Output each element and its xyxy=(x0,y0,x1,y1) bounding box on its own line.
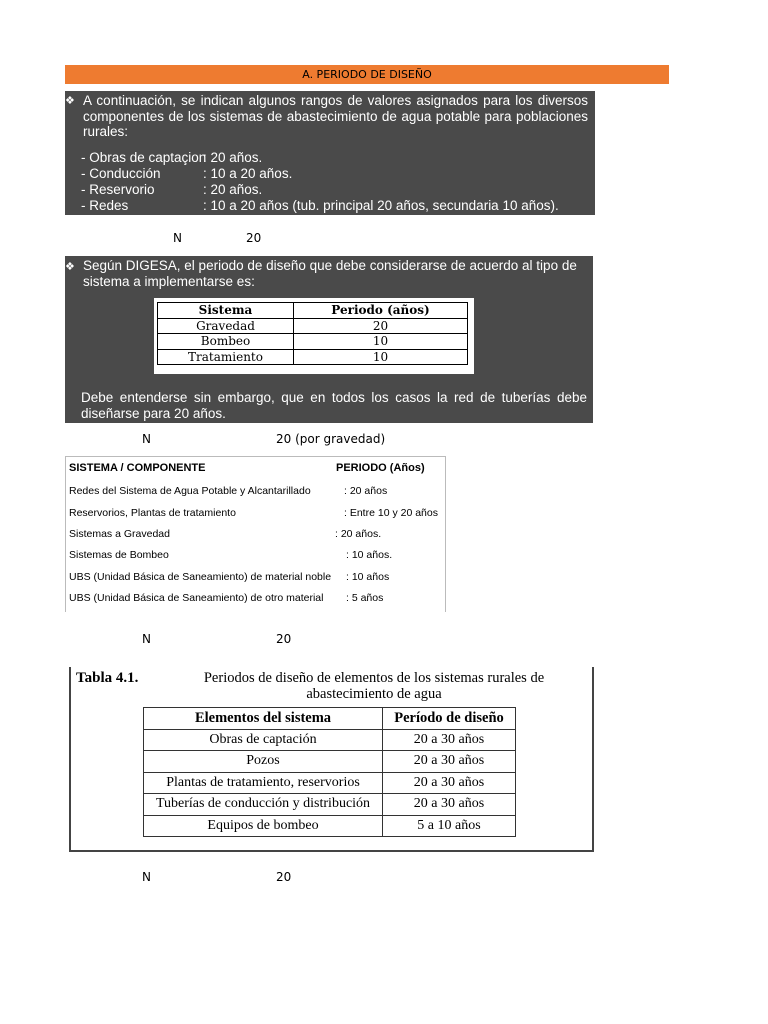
n-value: 20 xyxy=(276,870,292,884)
table-row xyxy=(158,349,468,365)
column-header: SISTEMA / COMPONENTE xyxy=(69,462,206,474)
table-cell: Bombeo xyxy=(158,334,294,350)
table-cell: Pozos xyxy=(144,751,383,773)
column-header: Sistema xyxy=(158,303,294,319)
table-cell: : 5 años xyxy=(346,592,384,604)
system-component-table xyxy=(65,456,446,612)
table-cell: : Entre 10 y 20 años xyxy=(344,507,438,519)
table-row xyxy=(144,794,516,816)
table-cell: Sistemas de Bombeo xyxy=(69,549,169,561)
section-title: A. PERIODO DE DISEÑO xyxy=(302,68,432,81)
table-cell: 20 a 30 años xyxy=(383,772,516,794)
table-cell: 20 a 30 años xyxy=(383,729,516,751)
range-item-value: : 10 a 20 años. xyxy=(203,166,293,181)
design-periods-table xyxy=(143,707,516,837)
range-item-label: - Conducción xyxy=(81,166,161,181)
table-row xyxy=(158,334,468,350)
range-item-value: : 20 años. xyxy=(203,150,263,165)
table-cell: Tratamiento xyxy=(158,349,294,365)
design-period-ranges-block xyxy=(65,91,595,215)
ranges-intro-text: A continuación, se indican algunos rangos de valores asignados para los diversos componentes de los sistemas de abastecimiento de agua potable para poblaciones rurales: xyxy=(83,93,588,139)
digesa-table xyxy=(157,302,468,365)
table-row xyxy=(144,751,516,773)
table-row xyxy=(158,318,468,334)
table-cell: Obras de captación xyxy=(144,729,383,751)
n-value: 20 (por gravedad) xyxy=(276,432,386,446)
table-header-row xyxy=(144,708,516,730)
table-caption-label: Tabla 4.1. xyxy=(76,670,139,686)
table-cell: : 10 años xyxy=(346,571,390,583)
column-header: Periodo (años) xyxy=(294,303,468,319)
range-item-label: - Obras de captaçion xyxy=(81,150,207,165)
table-cell: Plantas de tratamiento, reservorios xyxy=(144,772,383,794)
range-item-value: : 10 a 20 años (tub. principal 20 años, secundaria 10 años). xyxy=(203,198,559,213)
table-cell: : 10 años. xyxy=(346,549,393,561)
digesa-note-text: Debe entenderse sin embargo, que en todos los casos la red de tuberías debe diseñarse para 20 años. xyxy=(81,390,587,421)
table-cell: Redes del Sistema de Agua Potable y Alcantarillado xyxy=(69,485,311,497)
table-caption-title: Periodos de diseño de elementos de los sistemas rurales de abastecimiento de agua xyxy=(203,670,545,702)
n-value: 20 xyxy=(276,632,292,646)
table-cell: 10 xyxy=(294,334,468,350)
table-row xyxy=(144,729,516,751)
diamond-bullet-icon: ❖ xyxy=(65,95,75,107)
table-cell: 10 xyxy=(294,349,468,365)
table-cell: Gravedad xyxy=(158,318,294,334)
range-item-label: - Redes xyxy=(81,198,129,213)
range-item-value: : 20 años. xyxy=(203,182,263,197)
n-label: N xyxy=(142,870,151,884)
section-header xyxy=(65,65,669,84)
table-cell: : 20 años xyxy=(344,485,388,497)
table-cell: 20 a 30 años xyxy=(383,794,516,816)
table-cell: Sistemas a Gravedad xyxy=(69,528,170,540)
digesa-table-frame xyxy=(154,298,474,374)
column-header: Período de diseño xyxy=(383,708,516,730)
range-item-label: - Reservorio xyxy=(81,182,155,197)
column-header: PERIODO (Años) xyxy=(336,462,425,474)
diamond-bullet-icon: ❖ xyxy=(65,261,75,273)
table-row xyxy=(144,772,516,794)
table-cell: UBS (Unidad Básica de Saneamiento) de otro material xyxy=(69,592,324,604)
tabla-4-1-frame xyxy=(69,667,594,852)
n-label: N xyxy=(142,632,151,646)
column-header: Elementos del sistema xyxy=(144,708,383,730)
n-label: N xyxy=(142,432,151,446)
digesa-intro-text: Según DIGESA, el periodo de diseño que debe considerarse de acuerdo al tipo de sistema a implementarse es: xyxy=(83,258,577,289)
table-cell: : 20 años. xyxy=(335,528,382,540)
table-cell: Reservorios, Plantas de tratamiento xyxy=(69,507,236,519)
table-header-row xyxy=(158,303,468,319)
table-cell: 20 a 30 años xyxy=(383,751,516,773)
table-cell: 20 xyxy=(294,318,468,334)
table-row xyxy=(144,815,516,837)
table-cell: Equipos de bombeo xyxy=(144,815,383,837)
table-cell: 5 a 10 años xyxy=(383,815,516,837)
table-cell: Tuberías de conducción y distribución xyxy=(144,794,383,816)
n-value: 20 xyxy=(246,231,262,245)
table-cell: UBS (Unidad Básica de Saneamiento) de material noble xyxy=(69,571,332,583)
n-label: N xyxy=(173,231,182,245)
